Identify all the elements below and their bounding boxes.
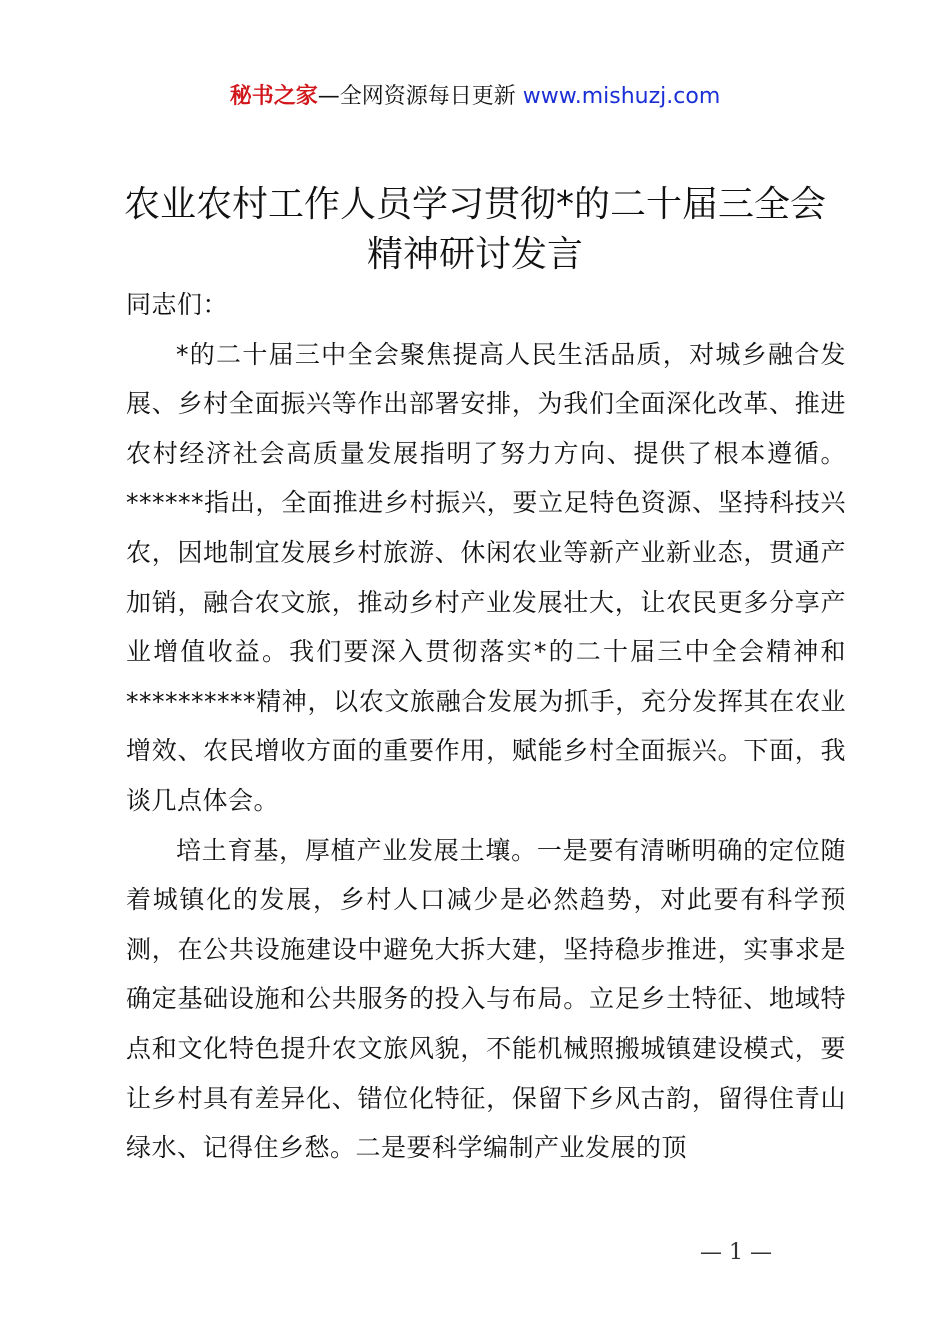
- paragraph-intro: *的二十届三中全会聚焦提高人民生活品质，对城乡融合发展、乡村全面振兴等作出部署安排，为我们全面深化改革、推进农村经济社会高质量发展指明了努力方向、提供了根本遵循。******指出，全面推进乡村振兴，要立足特色资源、坚持科技兴农，因地制宜发展乡村旅游、休闲农业等新产业新业态，贯通产加销，融合农文旅，推动乡村产业发展壮大，让农民更多分享产业增值收益。我们要深入贯彻落实*的二十届三中全会精神和**********精神，以农文旅融合发展为抓手，充分发挥其在农业增效、农民增收方面的重要作用，赋能乡村全面振兴。下面，我谈几点体会。: [126, 339, 846, 815]
- document-title: [100, 180, 850, 280]
- title-line-1: 农业农村工作人员学习贯彻*的二十届三全会: [123, 184, 826, 225]
- site-url-link[interactable]: www.mishuzj.com: [522, 84, 721, 109]
- title-line-2: 精神研讨发言: [366, 234, 583, 275]
- greeting: 同志们：: [126, 290, 229, 319]
- brand-name: 秘书之家: [229, 84, 318, 109]
- paragraph-point-one: 培土育基，厚植产业发展土壤。一是要有清晰明确的定位随着城镇化的发展，乡村人口减少是必然趋势，对此要有科学预测，在公共设施建设中避免大拆大建，坚持稳步推进，实事求是确定基础设施和公共服务的投入与布局。立足乡土特征、地域特点和文化特色提升农文旅风貌，不能机械照搬城镇建设模式，要让乡村具有差异化、错位化特征，保留下乡风古韵，留得住青山绿水、记得住乡愁。二是要科学编制产业发展的顶: [126, 835, 846, 1163]
- page-number: — 1 —: [700, 1240, 772, 1265]
- header-tagline: —全网资源每日更新: [317, 84, 516, 109]
- site-header: [0, 80, 950, 114]
- document-body: [126, 280, 846, 1173]
